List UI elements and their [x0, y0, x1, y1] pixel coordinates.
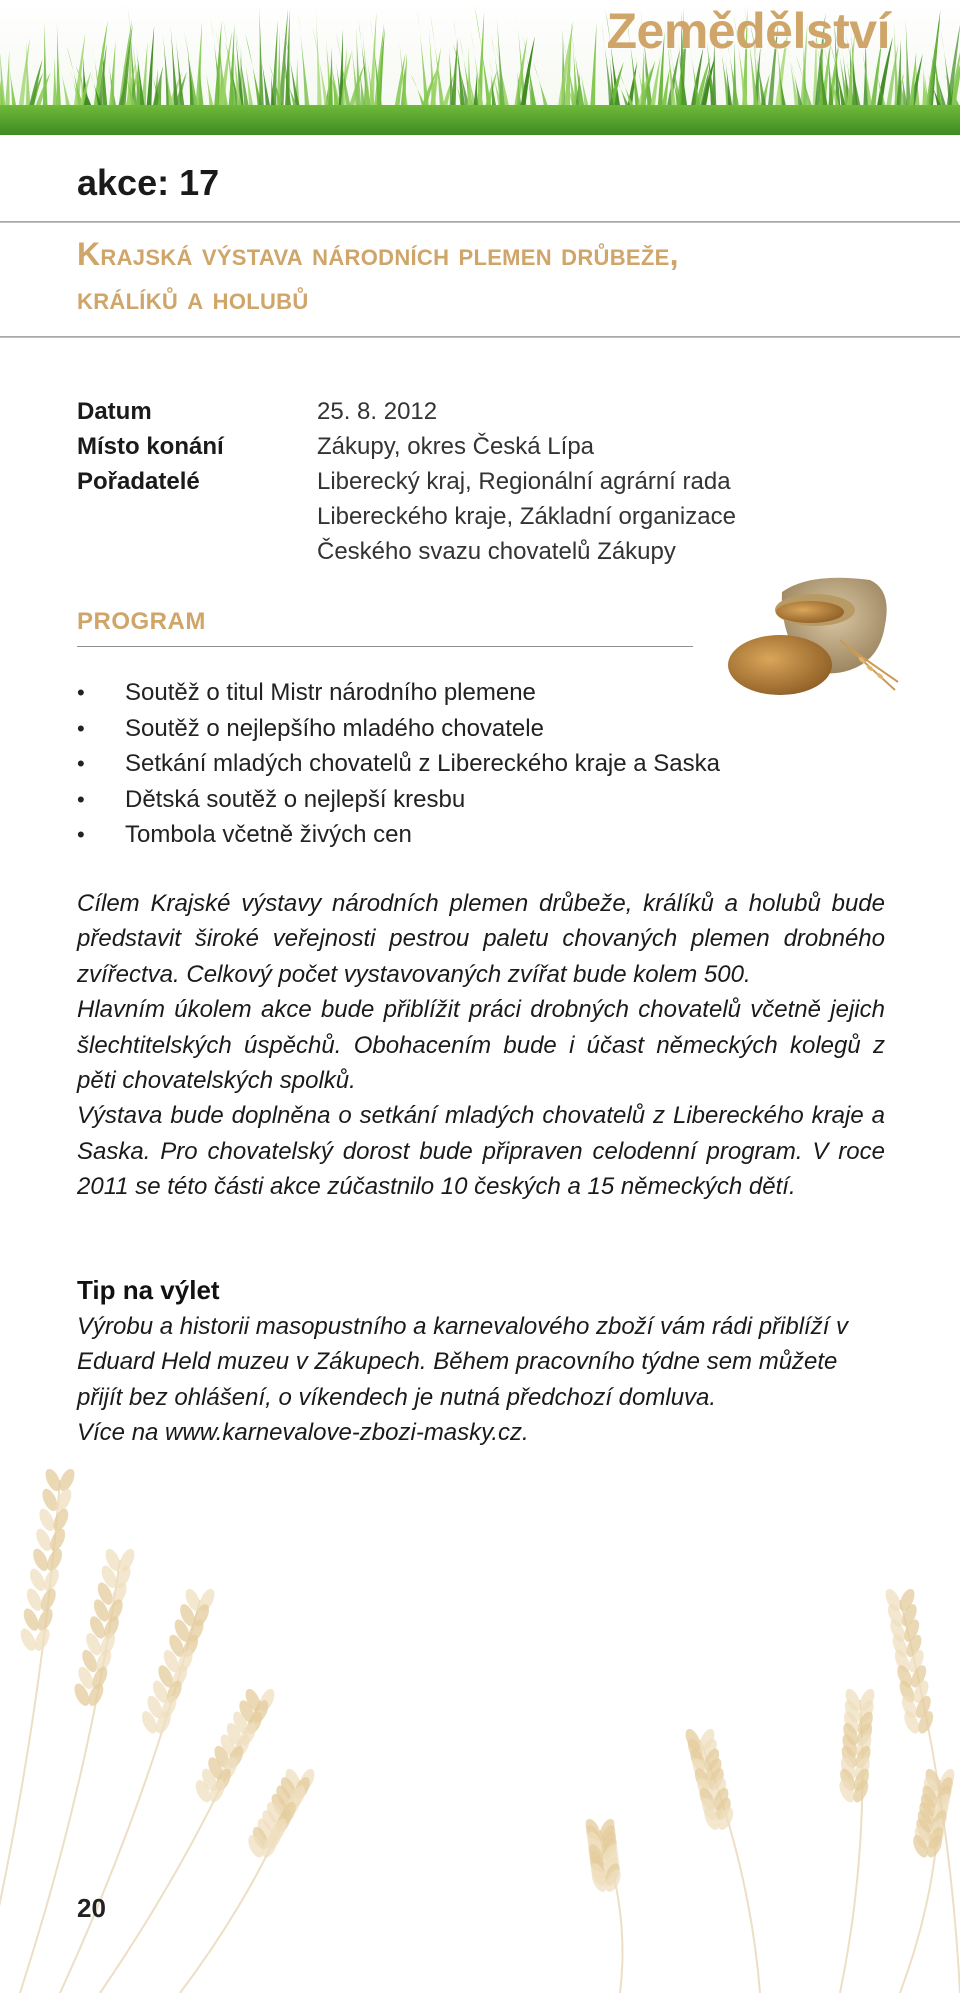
tip-body — [77, 1309, 885, 1451]
page-number: 20 — [77, 1893, 106, 1923]
bullet-icon: • — [77, 822, 85, 847]
list-item-text: Soutěž o titul Mistr národního plemene — [125, 679, 536, 706]
detail-row-organizers — [77, 464, 736, 569]
detail-value — [317, 464, 736, 569]
detail-value — [317, 429, 594, 464]
list-item — [77, 817, 720, 853]
description-paragraph: Výstava bude doplněna o setkání mladých chovatelů z Libereckého kraje a Saska. Pro chovatelský dorost bude připraven celodenní program. V roce 2011 se této části akce zúčastnilo 10 českých a 15 německých dětí. — [77, 1102, 885, 1201]
detail-row-venue — [77, 429, 736, 464]
divider — [77, 646, 693, 647]
event-title-line: Krajská výstava národních plemen drůbeže, — [77, 236, 679, 272]
detail-label: Místo konání — [77, 433, 224, 460]
event-title — [77, 232, 897, 320]
event-number: akce: 17 — [77, 162, 220, 203]
event-title-line: králíků a holubů — [77, 280, 309, 316]
divider — [0, 336, 960, 338]
list-item-text: Setkání mladých chovatelů z Libereckého kraje a Saska — [125, 750, 720, 777]
list-item-text: Dětská soutěž o nejlepší kresbu — [125, 785, 466, 813]
detail-value-line: Zákupy, okres Česká Lípa — [317, 433, 595, 460]
event-details — [77, 394, 736, 569]
bullet-icon: • — [77, 680, 85, 705]
list-item — [77, 675, 720, 711]
list-item — [77, 782, 720, 818]
program-heading: PROGRAM — [77, 608, 206, 635]
grain-sack-icon — [720, 570, 900, 700]
bullet-icon: • — [77, 786, 85, 812]
section-title: Zemědělství — [606, 3, 890, 59]
list-item-text: Tombola včetně živých cen — [125, 821, 412, 848]
list-item-text: Soutěž o nejlepšího mladého chovatele — [125, 714, 544, 742]
bullet-icon: • — [77, 715, 85, 741]
tip-paragraph: Výrobu a historii masopustního a karnevalového zboží vám rádi přiblíží v Eduard Held muzeu v Zákupech. Během pracovního týdne sem můžete přijít bez ohlášení, o víkendech je nutná předchozí domluva. — [77, 1313, 849, 1411]
detail-label: Datum — [77, 398, 152, 425]
description-paragraph: Cílem Krajské výstavy národních plemen drůbeže, králíků a holubů bude představit široké veřejnosti pestrou paletu chovaných plemen drobného zvířectva. Celkový počet vystavovaných zvířat bude kolem 500. — [77, 890, 885, 988]
detail-value-line: Libereckého kraje, Základní organizace — [317, 503, 736, 530]
detail-value-line: 25. 8. 2012 — [317, 398, 438, 425]
detail-row-date — [77, 394, 736, 429]
detail-label: Pořadatelé — [77, 468, 200, 495]
divider — [0, 221, 960, 223]
list-item — [77, 746, 720, 782]
program-list — [77, 675, 720, 853]
tip-heading: Tip na výlet — [77, 1275, 220, 1305]
event-description — [77, 886, 885, 1205]
bullet-icon: • — [77, 751, 85, 776]
detail-value-line: Liberecký kraj, Regionální agrární rada — [317, 468, 731, 495]
list-item — [77, 711, 720, 747]
description-paragraph: Hlavním úkolem akce bude přiblížit práci drobných chovatelů včetně jejich šlechtitelských úspěchů. Obohacením bude i účast německých kolegů z pěti chovatelských spolků. — [77, 996, 885, 1095]
detail-value — [317, 394, 437, 429]
detail-value-line: Českého svazu chovatelů Zákupy — [317, 538, 676, 565]
tip-link-text: Více na www.karnevalove-zbozi-masky.cz. — [77, 1419, 529, 1447]
